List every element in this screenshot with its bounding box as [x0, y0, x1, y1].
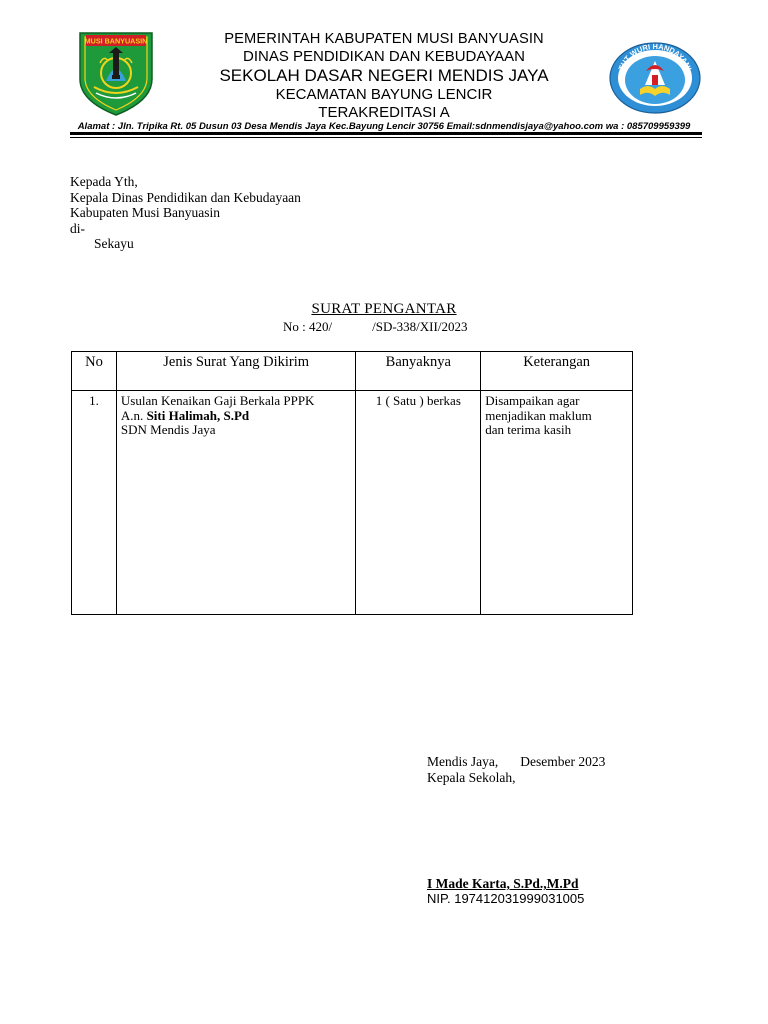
- document-table: [71, 351, 633, 615]
- kop-school-name: SEKOLAH DASAR NEGERI MENDIS JAYA: [219, 66, 549, 85]
- col-header-jenis: Jenis Surat Yang Dikirim: [116, 352, 355, 391]
- signature-date: Desember 2023: [520, 754, 606, 769]
- col-header-no: No: [72, 352, 117, 391]
- cell-jenis: [116, 391, 355, 615]
- jenis-line3: SDN Mendis Jaya: [120, 422, 216, 437]
- recipient-city: Sekayu: [94, 236, 134, 251]
- recipient-di: di-: [70, 220, 85, 236]
- signature-block: [427, 754, 605, 785]
- keterangan-line1: Disampaikan agar: [485, 393, 580, 408]
- kop-government-name: PEMERINTAH KABUPATEN MUSI BANYUASIN: [224, 30, 544, 47]
- signer-name: I Made Karta, S.Pd.,M.Pd: [427, 876, 579, 891]
- recipient-region: Kabupaten Musi Banyuasin: [70, 205, 220, 220]
- table-row: [72, 391, 633, 615]
- keterangan-line3: dan terima kasih: [485, 422, 572, 437]
- signature-place-date: [427, 754, 605, 770]
- letter-number: [283, 319, 467, 335]
- jenis-line2: [121, 409, 351, 424]
- logo-motto-text: TUT WURI HANDAYANI: [616, 41, 694, 72]
- cell-no: 1.: [72, 391, 117, 615]
- kop-divider-thin: [70, 137, 702, 138]
- col-header-keterangan: Keterangan: [481, 352, 633, 391]
- letter-title: SURAT PENGANTAR: [311, 301, 457, 317]
- letter-number-suffix: /SD-338/XII/2023: [372, 319, 468, 334]
- kop-address: Alamat : Jln. Tripika Rt. 05 Dusun 03 Desa Mendis Jaya Kec.Bayung Lencir 30756 Email:sdnmendisjaya@yahoo.com wa : 085709959399: [77, 121, 691, 132]
- letter-number-prefix: No : 420/: [283, 319, 333, 334]
- recipient-title: Kepala Dinas Pendidikan dan Kebudayaan: [70, 189, 301, 205]
- signature-place: Mendis Jaya,: [427, 754, 499, 769]
- banyaknya-text: 1 ( Satu ) berkas: [375, 393, 461, 408]
- keterangan-line2: menjadikan maklum: [485, 407, 592, 423]
- kop-accreditation: TERAKREDITASI A: [318, 104, 450, 121]
- jenis-prefix: A.n.: [120, 407, 147, 423]
- recipient-block: [70, 174, 301, 252]
- jenis-name: Siti Halimah, S.Pd: [146, 407, 250, 423]
- cell-banyaknya: [356, 391, 481, 615]
- jenis-line1: Usulan Kenaikan Gaji Berkala PPPK: [120, 393, 315, 408]
- col-header-banyaknya: Banyaknya: [356, 352, 481, 391]
- cell-keterangan: [481, 391, 633, 615]
- table-header-row: [72, 352, 633, 391]
- recipient-salutation: Kepada Yth,: [70, 174, 138, 189]
- signature-position: Kepala Sekolah,: [427, 769, 516, 785]
- signer-nip: NIP. 197412031999031005: [427, 891, 585, 906]
- kop-department-name: DINAS PENDIDIKAN DAN KEBUDAYAAN: [242, 48, 525, 65]
- logo-label-text: MUSI BANYUASIN: [84, 36, 148, 46]
- kop-divider-thick: [70, 132, 702, 135]
- kop-district-name: KECAMATAN BAYUNG LENCIR: [275, 86, 493, 103]
